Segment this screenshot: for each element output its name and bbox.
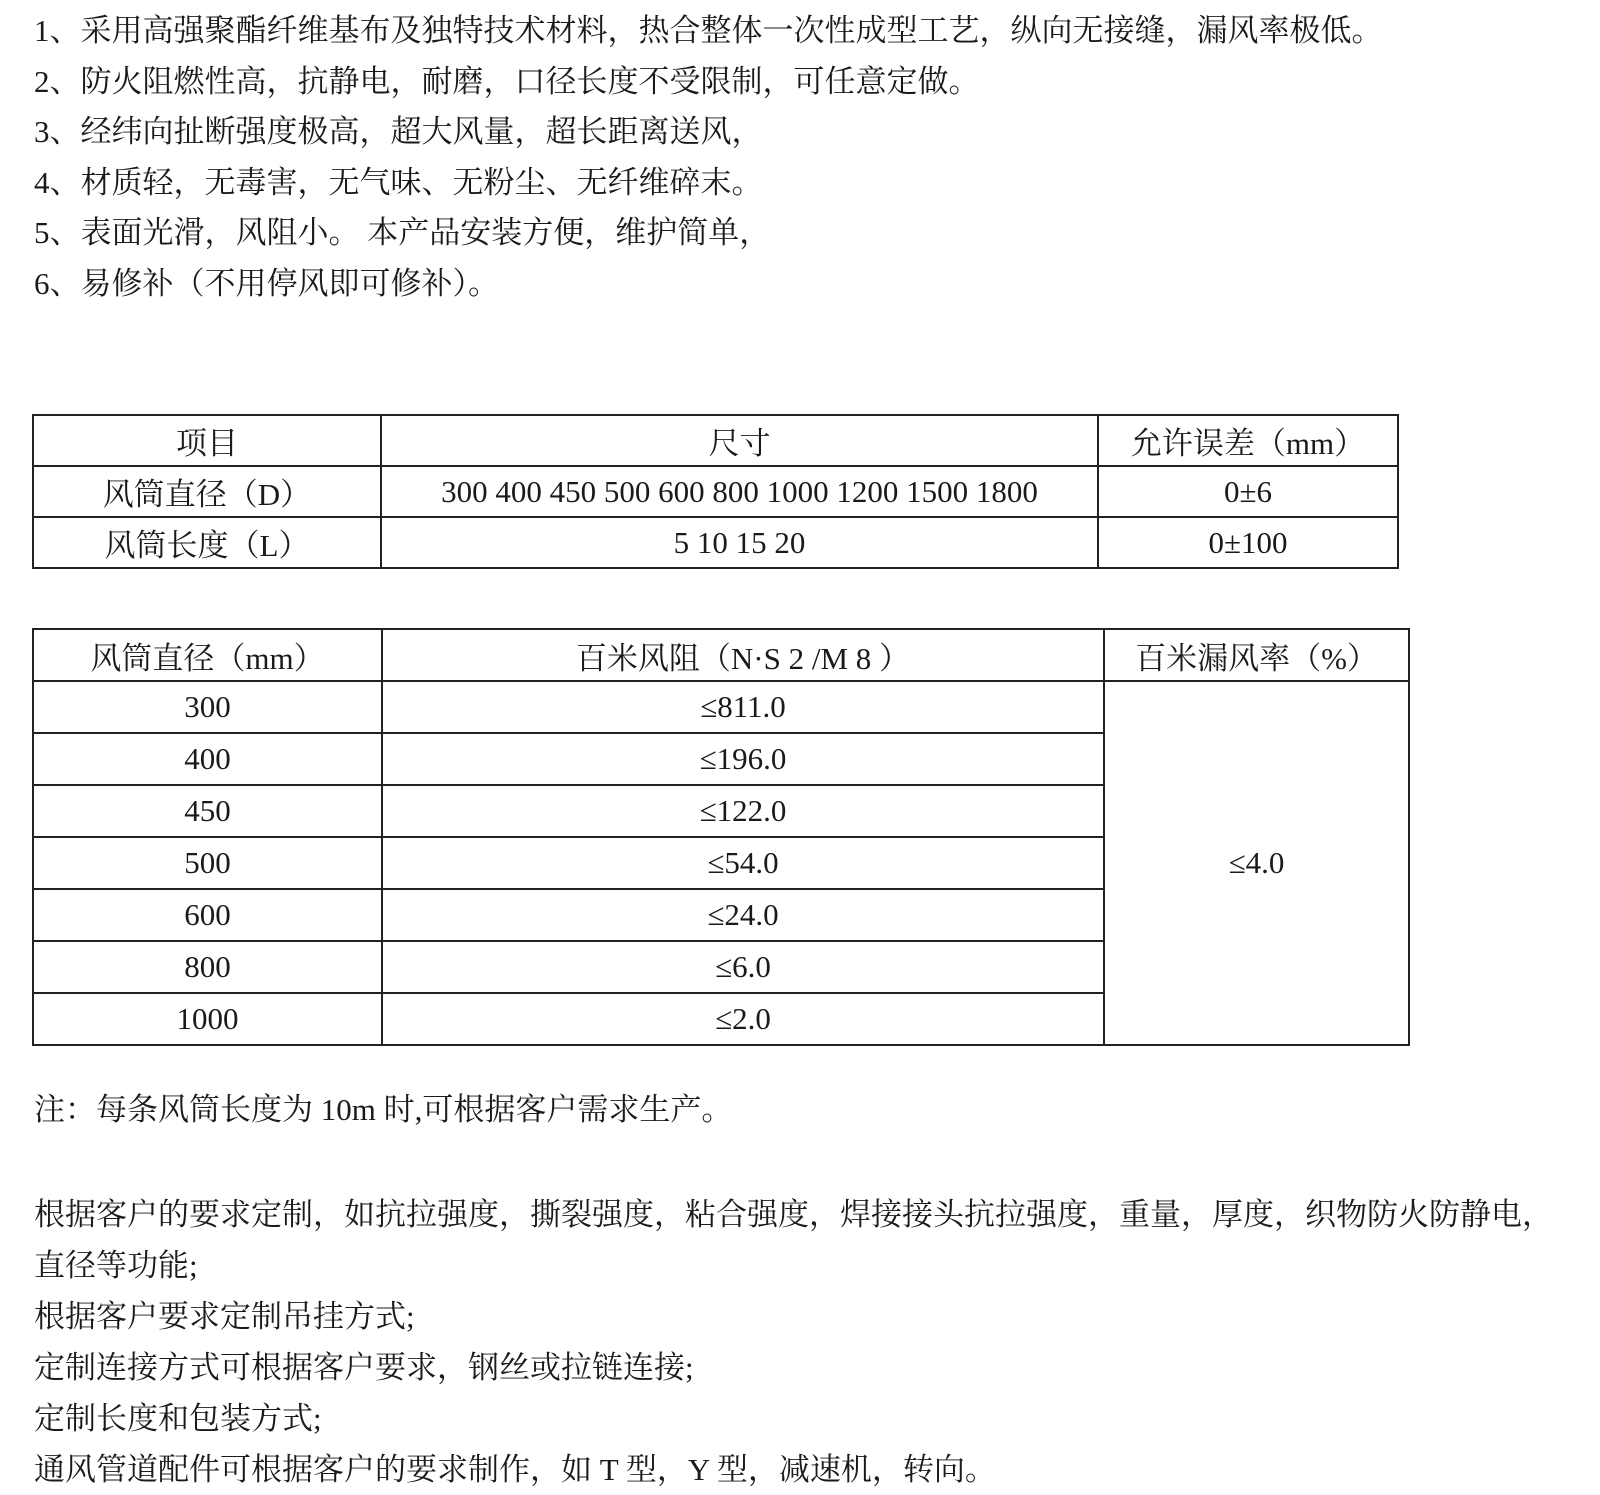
customization-line-3: 定制连接方式可根据客户要求，钢丝或拉链连接; (34, 1350, 694, 1385)
perf-cell-diameter: 600 (33, 889, 382, 941)
note-text: 注：每条风筒长度为 10m 时,可根据客户需求生产。 (34, 1092, 733, 1127)
spec-table (32, 414, 1399, 569)
perf-cell-resistance: ≤122.0 (382, 785, 1104, 837)
table-row (33, 681, 1409, 733)
performance-table (32, 628, 1410, 1046)
perf-cell-resistance: ≤2.0 (382, 993, 1104, 1045)
perf-cell-diameter: 450 (33, 785, 382, 837)
customization-section (34, 1189, 1564, 1495)
feature-item-1: 1、采用高强聚酯纤维基布及独特技术材料，热合整体一次性成型工艺，纵向无接缝，漏风率极低。 (34, 13, 1383, 48)
perf-header-diameter: 风筒直径（mm） (33, 629, 382, 681)
customization-line-4: 定制长度和包装方式; (34, 1401, 322, 1436)
perf-cell-resistance: ≤811.0 (382, 681, 1104, 733)
customization-line-5: 通风管道配件可根据客户的要求制作，如 T 型，Y 型，减速机，转向。 (34, 1452, 996, 1487)
perf-header-leakage: 百米漏风率（%） (1104, 629, 1409, 681)
perf-header-resistance: 百米风阻（N·S 2 /M 8 ） (382, 629, 1104, 681)
feature-item-6: 6、易修补（不用停风即可修补）。 (34, 265, 499, 301)
perf-cell-leakage: ≤4.0 (1104, 681, 1409, 1045)
perf-cell-resistance: ≤54.0 (382, 837, 1104, 889)
perf-cell-diameter: 300 (33, 681, 382, 733)
table-row (33, 466, 1398, 517)
spec-cell-tolerance: 0±100 (1098, 517, 1398, 568)
perf-cell-resistance: ≤6.0 (382, 941, 1104, 993)
spec-header-size: 尺寸 (381, 415, 1098, 466)
table-row (33, 517, 1398, 568)
spec-cell-tolerance: 0±6 (1098, 466, 1398, 517)
spec-cell-label: 风筒直径（D） (33, 466, 381, 517)
perf-cell-diameter: 1000 (33, 993, 382, 1045)
perf-cell-resistance: ≤24.0 (382, 889, 1104, 941)
feature-item-2: 2、防火阻燃性高，抗静电，耐磨，口径长度不受限制，可任意定做。 (34, 63, 980, 99)
feature-item-3: 3、经纬向扯断强度极高，超大风量，超长距离送风， (34, 114, 763, 149)
perf-cell-resistance: ≤196.0 (382, 733, 1104, 785)
perf-cell-diameter: 400 (33, 733, 382, 785)
spec-cell-size: 5 10 15 20 (381, 517, 1098, 568)
spec-cell-size: 300 400 450 500 600 800 1000 1200 1500 1800 (381, 466, 1098, 517)
spec-cell-label: 风筒长度（L） (33, 517, 381, 568)
feature-item-5: 5、表面光滑，风阻小。 本产品安装方便，维护简单， (34, 215, 771, 250)
spec-header-item: 项目 (33, 415, 381, 466)
perf-cell-diameter: 800 (33, 941, 382, 993)
feature-list (34, 6, 1383, 309)
spec-header-tolerance: 允许误差（mm） (1098, 415, 1398, 466)
feature-item-4: 4、材质轻，无毒害，无气味、无粉尘、无纤维碎末。 (34, 164, 763, 200)
perf-cell-diameter: 500 (33, 837, 382, 889)
spec-table-header-row (33, 415, 1398, 466)
perf-table-header-row (33, 629, 1409, 681)
customization-line-1: 根据客户的要求定制，如抗拉强度，撕裂强度，粘合强度，焊接接头抗拉强度，重量，厚度，织物防火防静电，直径等功能; (34, 1197, 1553, 1283)
customization-line-2: 根据客户要求定制吊挂方式; (34, 1299, 415, 1334)
